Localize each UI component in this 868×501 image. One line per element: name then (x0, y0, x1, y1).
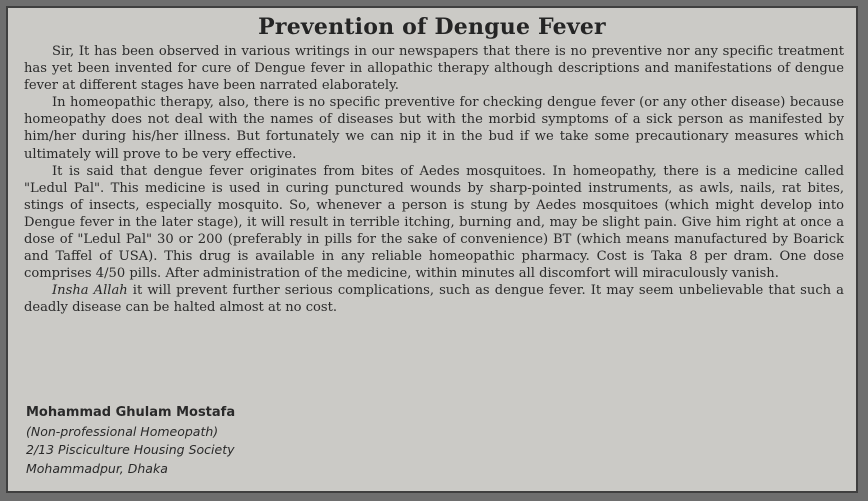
author-role: (Non-professional Homeopath) (26, 423, 219, 439)
paragraph-2: In homeopathic therapy, also, there is no specific preventive for checking dengue fever (or any other disease) because homeopathy does not deal with the names of diseases but with the morbid symptoms of a sick person as manifested by him/her during his/her illness. But fortunately we can nip it in the bud if we take some precautionary measures which ultimately will prove to be very effective. (24, 95, 844, 162)
paragraph-1: Sir, It has been observed in various writings in our newspapers that there is no preventive nor any specific treatment has yet been invented for cure of Dengue fever in allopathic therapy although descriptions and manifestations of dengue fever at different stages have been narrated elaborately. (24, 44, 844, 94)
article-title: Prevention of Dengue Fever (258, 14, 606, 40)
paragraph-4 (24, 282, 844, 316)
newspaper-clipping (6, 6, 858, 493)
author-name: Mohammad Ghulam Mostafa (26, 405, 236, 420)
paragraph-3: It is said that dengue fever originates from bites of Aedes mosquitoes. In homeopathy, there is a medicine called "Ledul Pal". This medicine is used in curing punctured wounds by sharp-pointed instruments, as awls, nails, rat bites, stings of insects, especially mosquito. So, whenever a person is stung by Aedes mosquitoes (which might develop into Dengue fever in the later stage), it will result in terrible itching, burning and, may be slight pain. Give him right at once a dose of "Ledul Pal" 30 or 200 (preferably in pills for the sake of convenience) BT (which means manufactured by Boarick and Taffel of USA). This drug is available in any reliable homeopathic pharmacy. Cost is Taka 8 per dram. One dose comprises 4/50 pills. After administration of the medicine, within minutes all discomfort will miraculously vanish. (24, 163, 844, 282)
signature-block (26, 404, 235, 478)
insha-allah-phrase: Insha Allah (52, 283, 128, 299)
paragraph-4-text: it will prevent further serious complications, such as dengue fever. It may seem unbelievable that such a deadly disease can be halted almost at no cost. (24, 283, 844, 316)
article-body (24, 43, 844, 317)
author-address-line-1: 2/13 Pisciculture Housing Society (26, 442, 235, 457)
author-address-line-2: Mohammadpur, Dhaka (26, 460, 168, 476)
